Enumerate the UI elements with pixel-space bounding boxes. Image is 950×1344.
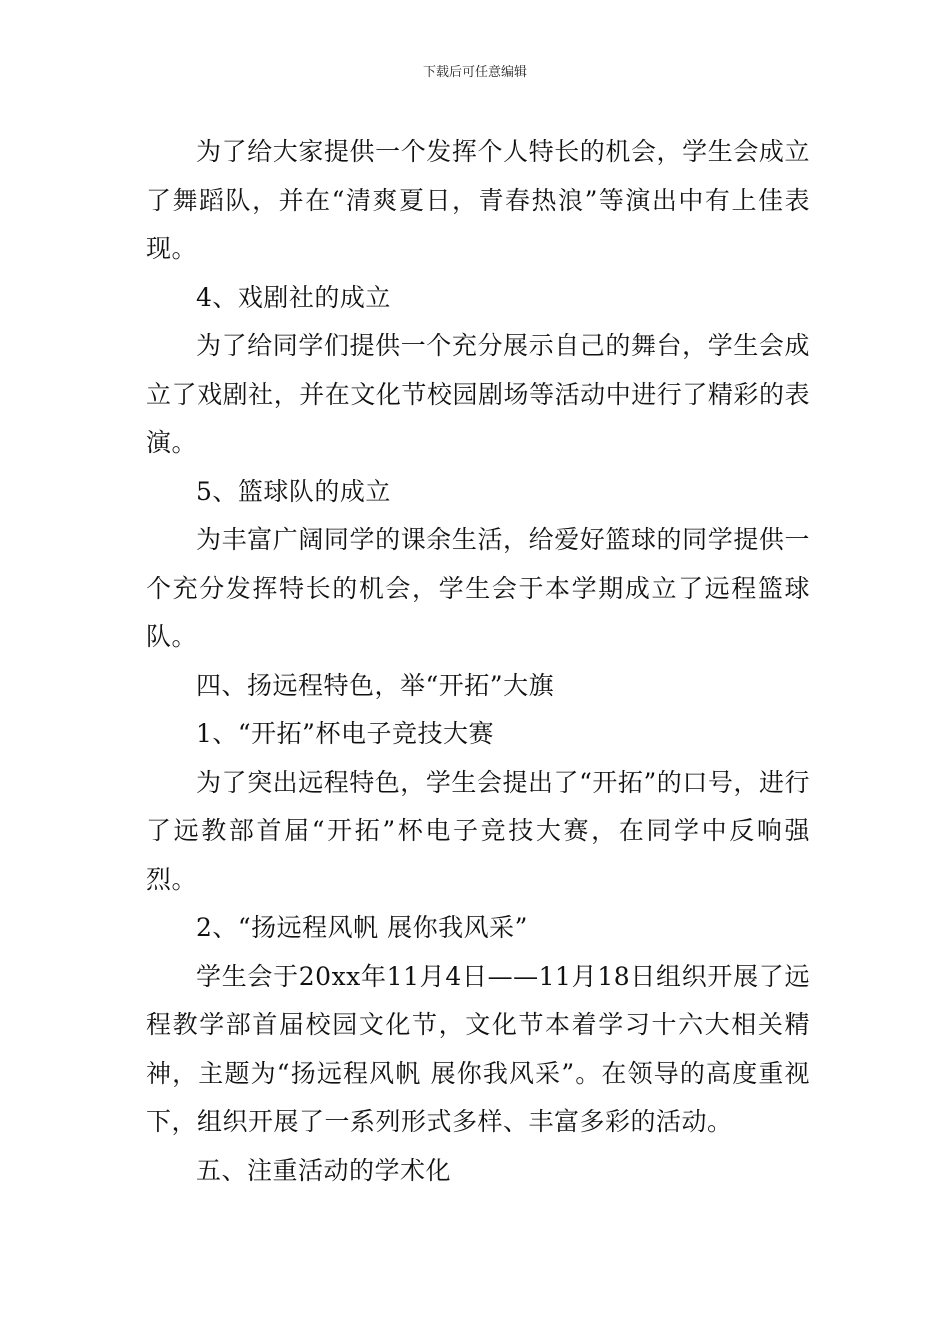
heading-esports-contest: 1、“开拓”杯电子竞技大赛 [196,719,494,748]
heading-drama-club: 4、戏剧社的成立 [196,282,391,312]
section-heading-four: 四、扬远程特色，举“开拓”大旗 [196,670,555,700]
heading-culture-festival: 2、“扬远程风帆 展你我风采” [196,913,528,942]
page-header: 下载后可任意编辑 [422,65,527,80]
heading-basketball-team: 5、篮球队的成立 [196,476,391,506]
paragraph-dance-team: 为了给大家提供一个发挥个人特长的机会，学生会成立了舞蹈队，并在“清爽夏日，青春热浪”等演出中有上佳表现。 [146,137,810,263]
section-heading-five: 五、注重活动的学术化 [196,1155,452,1185]
paragraph-basketball-team: 为丰富广阔同学的课余生活，给爱好篮球的同学提供一个充分发挥特长的机会，学生会于本学期成立了远程篮球队。 [146,525,810,651]
paragraph-drama-club: 为了给同学们提供一个充分展示自己的舞台，学生会成立了戏剧社，并在文化节校园剧场等活动中进行了精彩的表演。 [146,331,810,457]
paragraph-esports-contest: 为了突出远程特色，学生会提出了“开拓”的口号，进行了远教部首届“开拓”杯电子竞技大赛，在同学中反响强烈。 [146,767,810,894]
paragraph-culture-festival: 学生会于20xx年11月4日——11月18日组织开展了远程教学部首届校园文化节，文化节本着学习十六大相关精神，主题为“扬远程风帆 展你我风采”。在领导的高度重视下，组织开展了一系列形式多样、丰富多彩的活动。 [146,961,810,1136]
document-body [146,128,810,1195]
